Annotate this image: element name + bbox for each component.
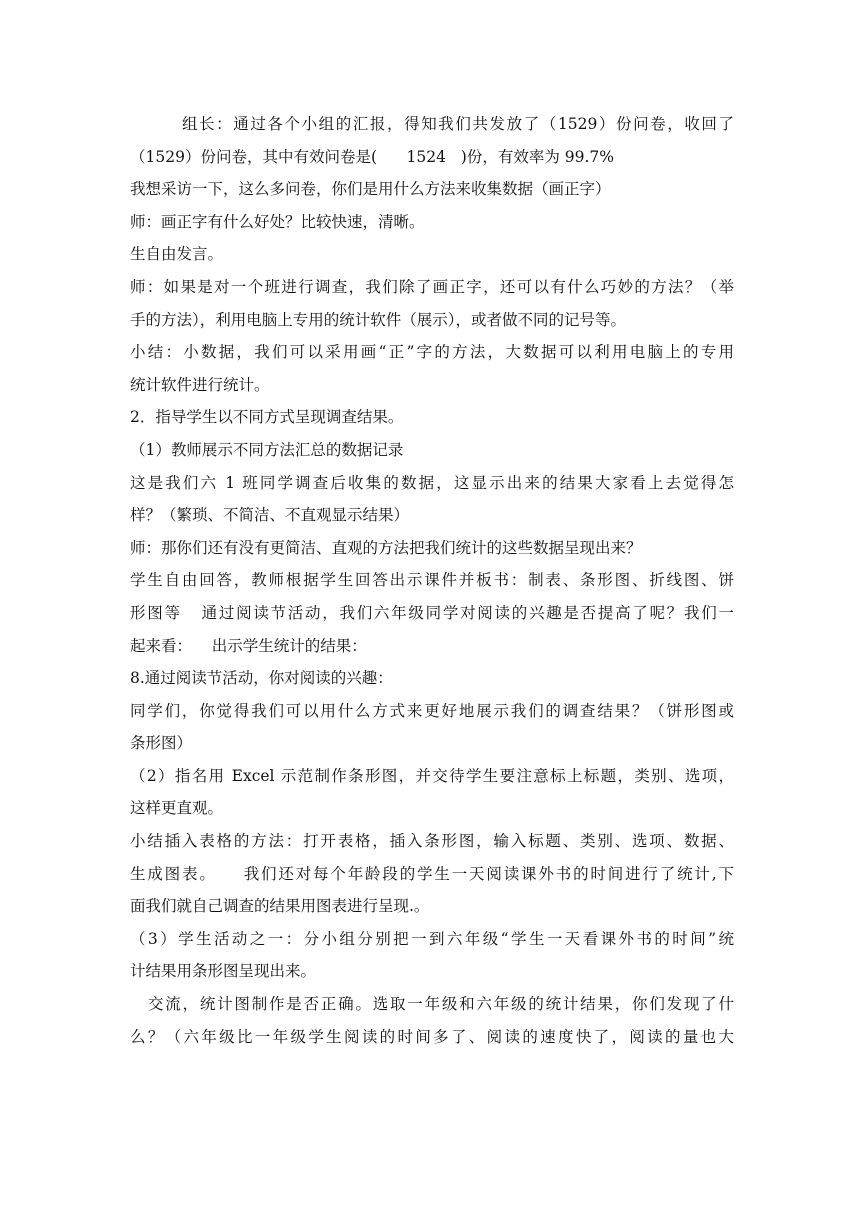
paragraph-line: 交流，统计图制作是否正确。选取一年级和六年级的统计结果，你们发现了什	[148, 995, 734, 1014]
paragraph-line: 这样更直观。	[130, 799, 224, 818]
paragraph-line: 条形图）	[130, 734, 193, 753]
paragraph-line: 组长：通过各个小组的汇报，得知我们共发放了（1529）份问卷，收回了	[182, 115, 734, 133]
paragraph-line: 同学们，你觉得我们可以用什么方式来更好地展示我们的调查结果？（饼形图或	[130, 701, 734, 720]
paragraph-line: 起来看： 出示学生统计的结果：	[130, 636, 367, 655]
paragraph-line: 师：画正字有什么好处？比较快速，清晰。	[130, 212, 425, 231]
paragraph-line: 统计软件进行统计。	[130, 375, 270, 394]
paragraph-line: 师：那你们还有没有更简洁、直观的方法把我们统计的这些数据呈现出来？	[130, 538, 642, 557]
paragraph-line: 8.通过阅读节活动，你对阅读的兴趣：	[130, 669, 393, 688]
paragraph-line: 师：如果是对一个班进行调查，我们除了画正字，还可以有什么巧妙的方法？（举	[130, 277, 734, 296]
document-page	[130, 108, 734, 1053]
paragraph-line: 么？（六年级比一年级学生阅读的时间多了、阅读的速度快了，阅读的量也大	[130, 1027, 734, 1046]
paragraph-line: 手的方法），利用电脑上专用的统计软件（展示），或者做不同的记号等。	[130, 310, 627, 329]
subsection-heading: （3）学生活动之一：分小组分别把一到六年级“学生一天看课外书的时间”统	[130, 929, 734, 948]
subsection-heading: （1）教师展示不同方法汇总的数据记录	[130, 440, 404, 459]
paragraph-line: 形图等 通过阅读节活动，我们六年级同学对阅读的兴趣是否提高了呢？我们一	[130, 603, 734, 622]
paragraph-line: 小结插入表格的方法：打开表格，插入条形图，输入标题、类别、选项、数据、	[130, 832, 734, 851]
section-heading: 2．指导学生以不同方式呈现调查结果。	[130, 408, 404, 427]
subsection-heading: （2）指名用 Excel 示范制作条形图，并交待学生要注意标上标题，类别、选项，	[130, 766, 734, 785]
paragraph-line: （1529）份问卷，其中有效问卷是( 1524 )份，有效率为 99.7%	[130, 147, 614, 166]
paragraph-line: 样？（繁琐、不简洁、不直观显示结果）	[130, 506, 410, 525]
paragraph-line: 学生自由回答，教师根据学生回答出示课件并板书：制表、条形图、折线图、饼	[130, 571, 734, 590]
paragraph-line: 计结果用条形图呈现出来。	[130, 962, 317, 981]
paragraph-line: 这是我们六 1 班同学调查后收集的数据，这显示出来的结果大家看上去觉得怎	[130, 473, 734, 492]
paragraph-line: 生自由发言。	[130, 245, 224, 264]
paragraph-line: 生成图表。 我们还对每个年龄段的学生一天阅读课外书的时间进行了统计,下	[130, 864, 734, 883]
paragraph-line: 我想采访一下，这么多问卷，你们是用什么方法来收集数据（画正字）	[130, 180, 611, 199]
paragraph-line: 小结：小数据，我们可以采用画“正”字的方法，大数据可以利用电脑上的专用	[130, 343, 734, 362]
paragraph-line: 面我们就自己调查的结果用图表进行呈现.。	[130, 897, 430, 916]
